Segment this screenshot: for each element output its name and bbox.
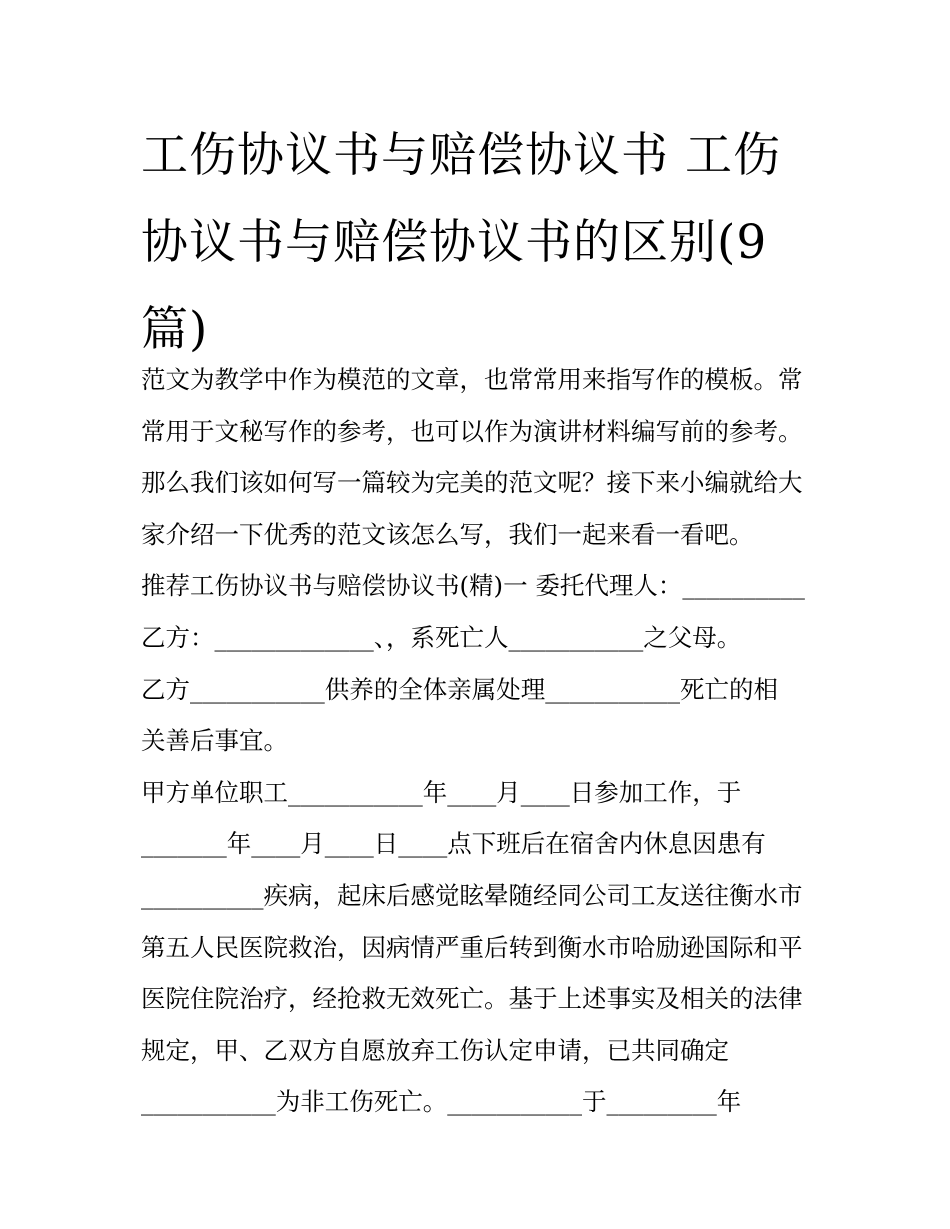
body-line: 范文为教学中作为模范的文章，也常常用来指写作的模板。常	[141, 365, 803, 394]
body-line: 甲方单位职工___________年____月____日参加工作，于	[141, 777, 742, 807]
body-line: 医院住院治疗，经抢救无效死亡。基于上述事实及相关的法律	[141, 984, 803, 1014]
body-line: 乙方：_____________、，系死亡人___________之父母。	[141, 622, 742, 652]
body-line: __________疾病，起床后感觉眩晕随经同公司工友送往衡水市	[141, 880, 803, 910]
body-line: 常用于文秘写作的参考，也可以作为演讲材料编写前的参考。	[141, 416, 803, 446]
body-line: _______年____月____日____点下班后在宿舍内休息因患有	[141, 829, 766, 859]
body-line: 规定，甲、乙双方自愿放弃工伤认定申请，已共同确定	[141, 1035, 729, 1065]
body-line: ___________为非工伤死亡。___________于_________年	[141, 1087, 742, 1117]
body-line: 推荐工伤协议书与赔偿协议书(精)一 委托代理人：__________	[141, 571, 805, 601]
document-title: 工伤协议书与赔偿协议书 工伤协议书与赔偿协议书的区别(9篇)	[141, 128, 781, 357]
body-line: 家介绍一下优秀的范文该怎么写，我们一起来看一看吧。	[141, 519, 754, 549]
body-line: 关善后事宜。	[141, 726, 288, 756]
body-line: 第五人民医院救治，因病情严重后转到衡水市哈励逊国际和平	[141, 932, 803, 962]
body-line: 那么我们该如何写一篇较为完美的范文呢？接下来小编就给大	[141, 468, 803, 498]
document-body	[141, 354, 821, 1128]
body-line: 乙方___________供养的全体亲属处理___________死亡的相	[141, 674, 778, 704]
